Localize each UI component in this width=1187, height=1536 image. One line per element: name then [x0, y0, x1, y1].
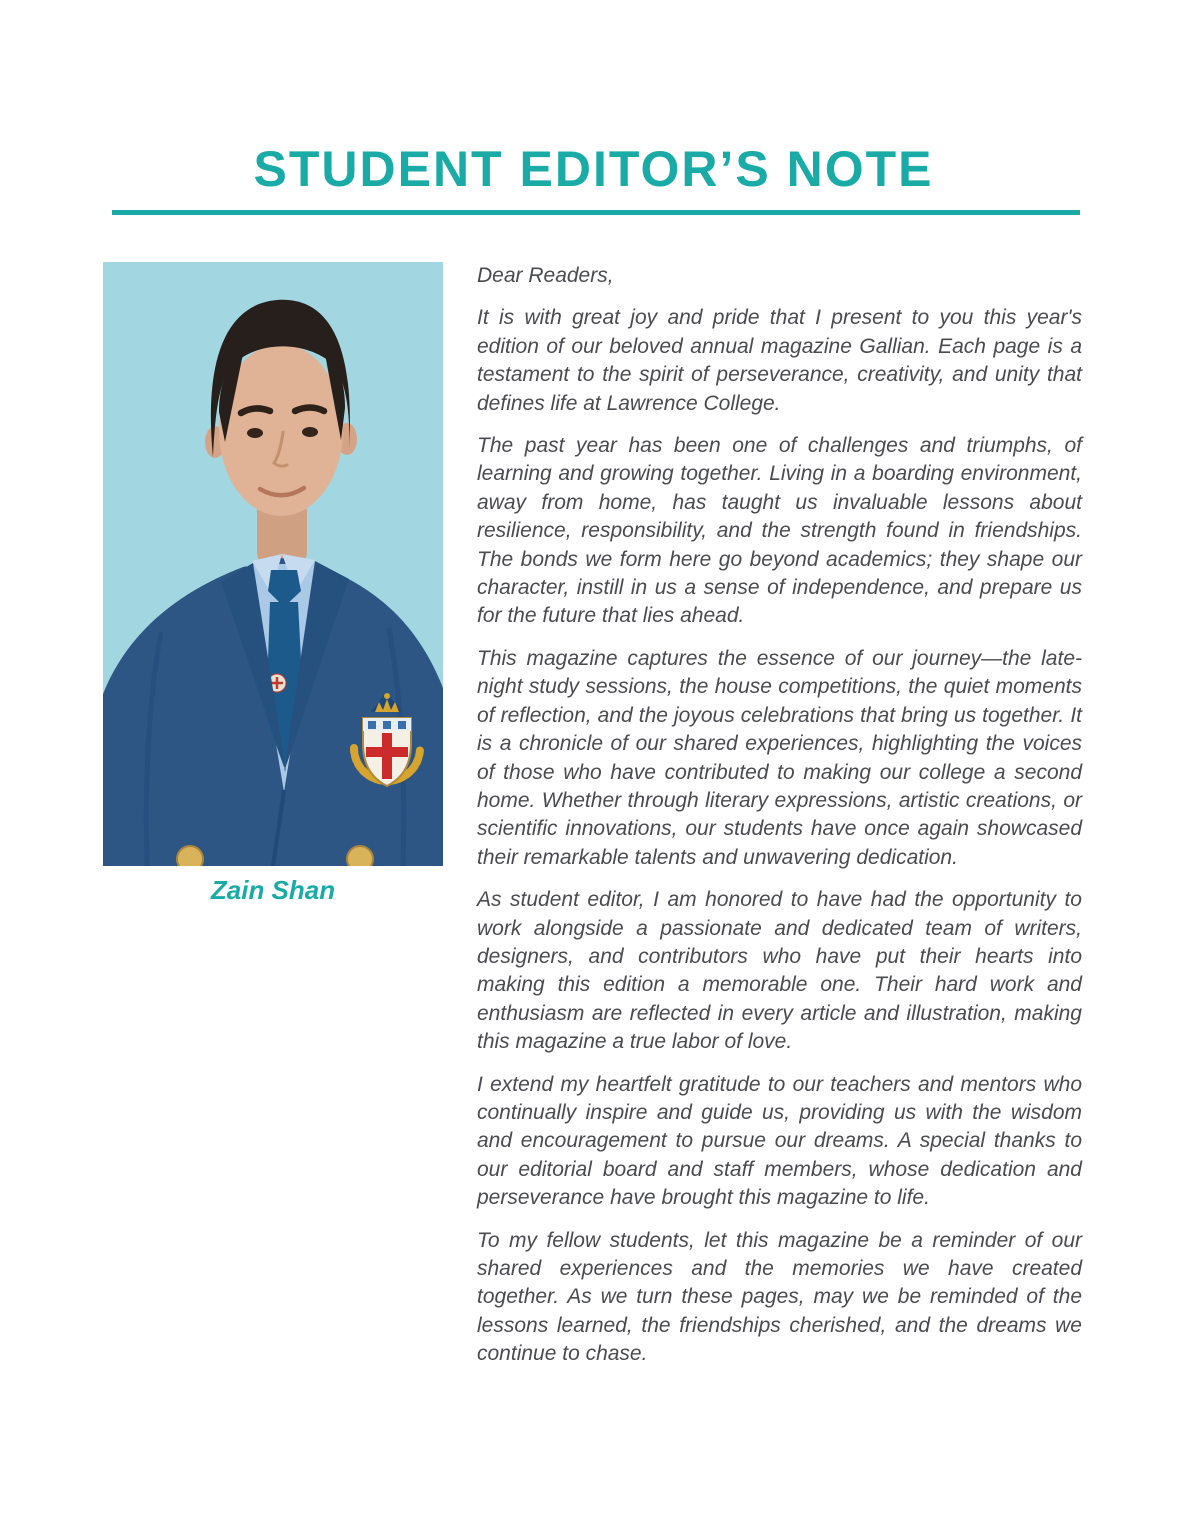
blazer-button	[177, 846, 203, 866]
editor-photo-column	[103, 262, 443, 1369]
letter-paragraph: It is with great joy and pride that I present to you this year's edition of our beloved annual magazine Gallian. Each page is a testament to the spirit of perseverance, creativity, and unity that defines life at Lawrence College.	[477, 306, 1082, 415]
letter-paragraph: This magazine captures the essence of our journey—the late-night study sessions, the house competitions, the quiet moments of reflection, and the joyous celebrations that bring us together. It is a chronicle of our shared experiences, highlighting the voices of those who have contributed to making our college a second home. Whether through literary expressions, artistic creations, or scientific innovations, our students have once again showcased their remarkable talents and unwavering dedication.	[477, 646, 1082, 869]
title-divider-rule	[112, 210, 1080, 215]
letter-paragraph: As student editor, I am honored to have had the opportunity to work alongside a passionate and dedicated team of writers, designers, and contributors who have put their hearts into making this edition a memorable one. Their hard work and enthusiasm are reflected in every article and illustration, making this magazine a true labor of love.	[477, 888, 1082, 1054]
page-title: STUDENT EDITOR’S NOTE	[253, 141, 934, 197]
editor-letter	[477, 262, 1082, 1369]
letter-salutation: Dear Readers,	[477, 264, 614, 287]
letter-paragraph: To my fellow students, let this magazine be a reminder of our shared experiences and the memories we have created together. As we turn these pages, may we be reminded of the lessons learned, the friendships cherished, and the dreams we continue to chase.	[477, 1228, 1082, 1366]
page-header	[0, 0, 1187, 215]
editor-name-caption: Zain Shan	[210, 875, 336, 905]
letter-paragraph: I extend my heartfelt gratitude to our teachers and mentors who continually inspire and guide us, providing us with the wisdom and encouragement to pursue our dreams. A special thanks to our editorial board and staff members, whose dedication and perseverance have brought this magazine to life.	[477, 1072, 1082, 1210]
student-portrait-photo	[103, 262, 443, 866]
content-area	[0, 262, 1187, 1369]
letter-paragraph: The past year has been one of challenges and triumphs, of learning and growing together. Living in a boarding environment, away from home, has taught us invaluable lessons about resilience, responsibility, and the strength found in friendships. The bonds we form here go beyond academics; they shape our character, instill in us a sense of independence, and prepare us for the future that lies ahead.	[477, 434, 1082, 628]
blazer-button	[347, 846, 373, 866]
